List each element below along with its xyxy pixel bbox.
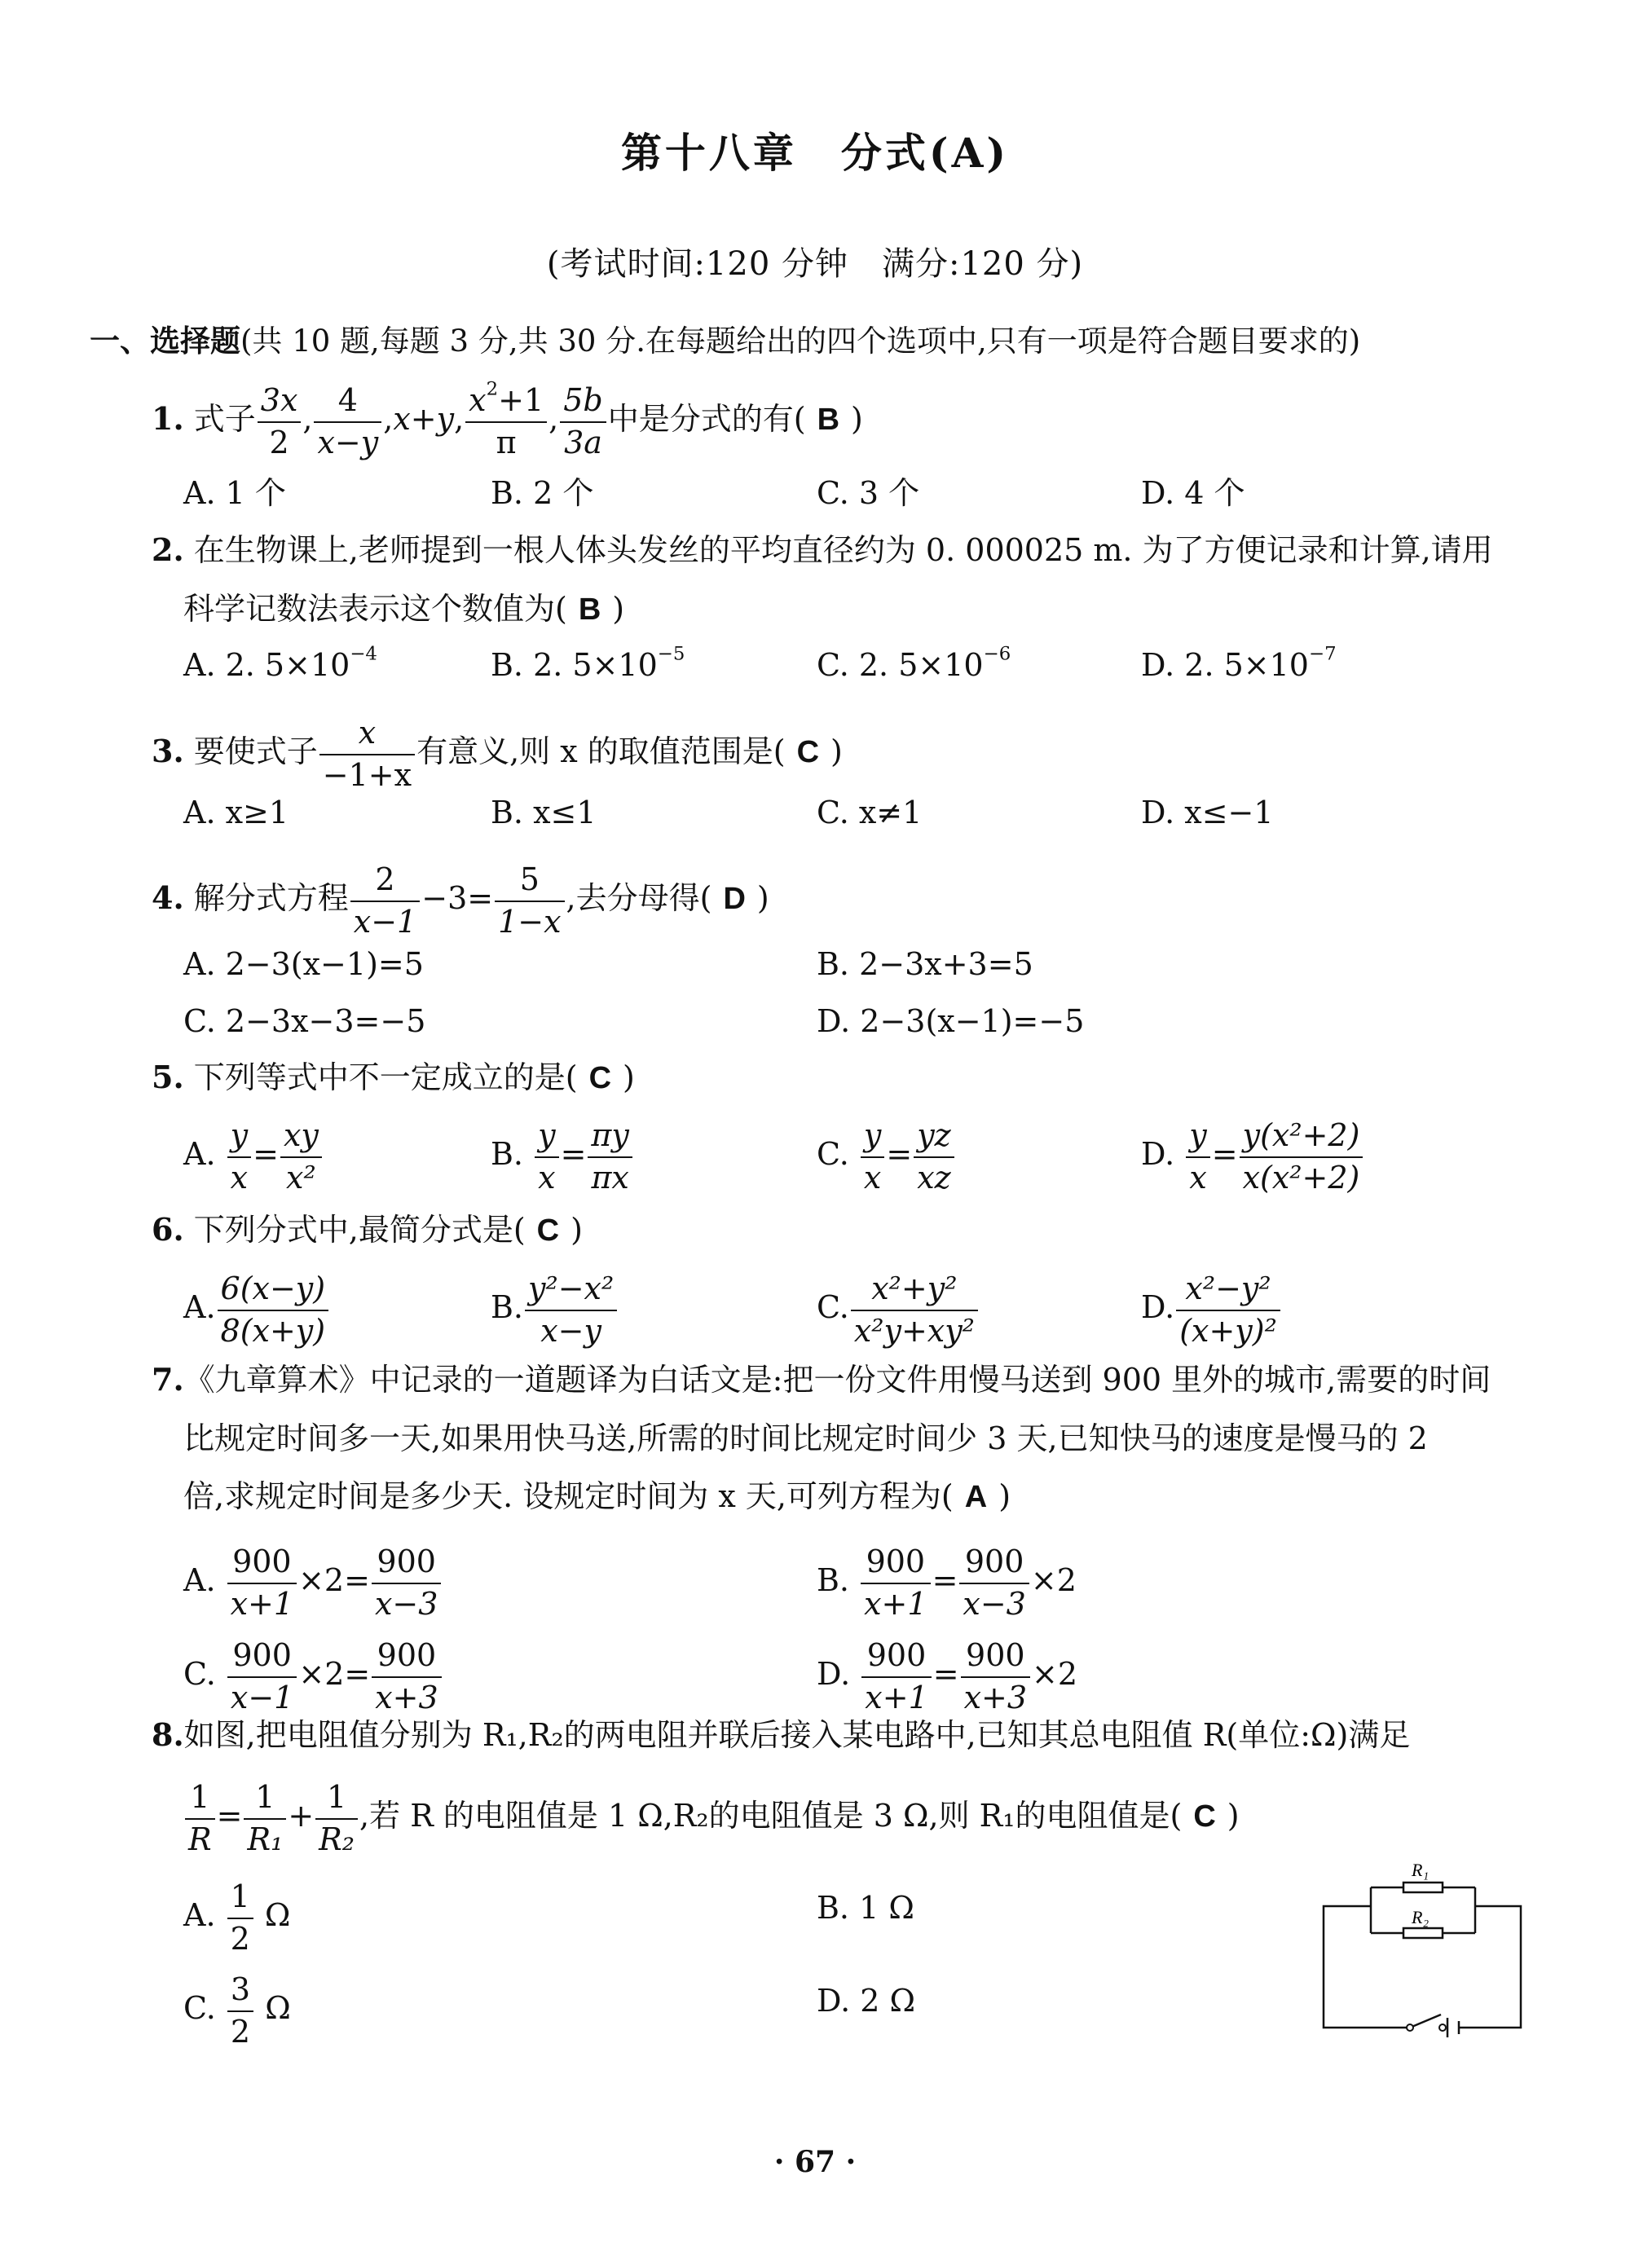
answer: B bbox=[817, 403, 840, 438]
label-r2: R₂ bbox=[1412, 1907, 1430, 1927]
q3-option-c: C. x≠1 bbox=[817, 795, 923, 830]
question-number: 6. bbox=[152, 1211, 184, 1248]
question-6: 6. 下列分式中,最简分式是( C ) bbox=[152, 1211, 583, 1248]
question-5: 5. 下列等式中不一定成立的是( C ) bbox=[152, 1059, 635, 1095]
circuit-diagram bbox=[1312, 1850, 1532, 2037]
question-number: 5. bbox=[152, 1059, 184, 1095]
q1-fraction-4: $\frac{5b}{3a}$ bbox=[560, 383, 606, 460]
label-r1: R₁ bbox=[1412, 1860, 1430, 1880]
q2-option-a: A. 2. $5\times 10^{-4}$ bbox=[183, 643, 377, 683]
paren: ) bbox=[612, 591, 625, 627]
q6-option-a: A. $\frac{6(x-y)}{8(x+y)}$ bbox=[183, 1271, 330, 1349]
q1-lead: 式子 bbox=[193, 401, 256, 438]
question-1: 1. 式子 $\frac{3x}{2}$ , $\frac{4}{x-y}$ ,x+y, $\frac{x^2+1}{\pi}$ , $\frac{5b}{3a}$ 中是分式的有( B ) bbox=[152, 378, 863, 460]
question-number: 2. bbox=[152, 531, 184, 568]
q3-fraction: $\frac{x}{-1+x}$ bbox=[319, 716, 415, 793]
answer: C bbox=[1193, 1799, 1216, 1834]
q7-line-3: 倍,求规定时间是多少天. 设规定时间为 x 天,可列方程为( A ) bbox=[183, 1478, 1011, 1514]
resistor-r2 bbox=[1403, 1928, 1443, 1938]
q1-fraction-1: $\frac{3x}{2}$ bbox=[258, 383, 302, 460]
question-3: 3. 要使式子 $\frac{x}{-1+x}$ 有意义,则 x 的取值范围是( C ) bbox=[152, 715, 843, 793]
q7-option-c: C. $\frac{900}{x-1}$ ×2= $\frac{900}{x+3}$ bbox=[183, 1638, 443, 1715]
page-number: · 67 · bbox=[773, 2145, 857, 2179]
exam-info: (考试时间:120 分钟 满分:120 分) bbox=[546, 245, 1084, 283]
q7-option-b: B. $\frac{900}{x+1}$ = $\frac{900}{x-3}$ ×2 bbox=[817, 1544, 1077, 1622]
q2-line-2-wrap bbox=[183, 593, 624, 625]
q8-option-c: C. $\frac{3}{2}$ Ω bbox=[183, 1971, 291, 2050]
q7-line-2: 比规定时间多一天,如果用快马送,所需的时间比规定时间少 3 天,已知快马的速度是慢马的 2 bbox=[183, 1420, 1428, 1456]
q4-fraction-1: $\frac{2}{x-1}$ bbox=[350, 862, 420, 940]
q5-option-b: B. $\frac{y}{x}$ = $\frac{\pi y}{\pi x}$ bbox=[491, 1118, 634, 1196]
q2-line-1: 在生物课上,老师提到一根人体头发丝的平均直径约为 0. 000025 m. 为了方便记录和计算,请用 bbox=[193, 532, 1493, 568]
paren: ) bbox=[851, 401, 863, 438]
q3-option-a: A. x≥1 bbox=[183, 795, 289, 830]
q2-option-d: D. 2. $5\times 10^{-7}$ bbox=[1141, 643, 1337, 683]
chapter-title: 第十八章 分式(A) bbox=[620, 129, 1010, 177]
question-number: 7. bbox=[152, 1361, 184, 1398]
answer: D bbox=[723, 882, 746, 917]
q5-option-c: C. $\frac{y}{x}$ = $\frac{yz}{xz}$ bbox=[817, 1118, 956, 1196]
question-number: 3. bbox=[152, 733, 184, 770]
switch-icon bbox=[1410, 2015, 1441, 2028]
section-header bbox=[90, 323, 1361, 359]
q1-tail: 中是分式的有( bbox=[607, 401, 806, 438]
q5-option-a: A. $\frac{y}{x}$ = $\frac{xy}{\text{x²}}$ bbox=[183, 1118, 324, 1196]
q4-option-b: B. 2−3x+3=5 bbox=[817, 946, 1033, 982]
q3-option-d: D. x≤−1 bbox=[1141, 795, 1274, 830]
q7-option-d: D. $\frac{900}{x+1}$ = $\frac{900}{x+3}$ ×2 bbox=[817, 1637, 1078, 1715]
answer: C bbox=[536, 1213, 560, 1248]
answer: A bbox=[964, 1480, 988, 1514]
section-label: 一、选择题 bbox=[90, 323, 240, 359]
q4-fraction-2: $\frac{5}{1-x}$ bbox=[495, 862, 564, 940]
circuit-wire-right bbox=[1459, 1906, 1521, 2028]
q7-option-a: A. $\frac{900}{x+1}$ ×2= $\frac{900}{x-3}$ bbox=[183, 1544, 443, 1622]
q1-fraction-2: $\frac{4}{x-y}$ bbox=[314, 383, 381, 460]
q8-option-b: B. 1 Ω bbox=[817, 1890, 914, 1926]
question-number: 8. bbox=[152, 1716, 184, 1753]
q1-option-b: B. 2 个 bbox=[491, 475, 594, 511]
q1-option-c: C. 3 个 bbox=[817, 475, 920, 511]
q1-expression: x+y bbox=[393, 401, 455, 438]
q6-option-d: D. $\frac{\text{x²−y²}}{\text{(x+y)²}}$ bbox=[1141, 1271, 1282, 1349]
q1-fraction-3: $\frac{x^2+1}{\pi}$ bbox=[465, 383, 547, 460]
answer: C bbox=[588, 1061, 612, 1095]
resistor-r1 bbox=[1403, 1883, 1443, 1892]
q4-option-d: D. 2−3(x−1)=−5 bbox=[817, 1003, 1085, 1039]
q1-option-a: A. 1 个 bbox=[183, 475, 286, 511]
q5-option-d: D. $\frac{y}{x}$ = $\frac{\text{y(x²+2)}}{\text{x(x²+2)}}$ bbox=[1141, 1118, 1364, 1196]
question-7 bbox=[152, 1361, 1491, 1398]
answer: B bbox=[578, 592, 601, 627]
q2-option-b: B. 2. $5\times 10^{-5}$ bbox=[491, 643, 685, 683]
q8-option-d: D. 2 Ω bbox=[817, 1983, 916, 2019]
section-note: (共 10 题,每题 3 分,共 30 分.在每题给出的四个选项中,只有一项是符合题目要求的) bbox=[240, 324, 1361, 359]
answer: C bbox=[796, 735, 820, 770]
q3-option-b: B. x≤1 bbox=[491, 795, 597, 830]
question-number: 1. bbox=[152, 400, 184, 438]
question-number: 4. bbox=[152, 879, 184, 917]
circuit-wire-left bbox=[1324, 1906, 1410, 2028]
q4-option-c: C. 2−3x−3=−5 bbox=[183, 1003, 426, 1039]
q6-option-c: C. $\frac{\text{x²+y²}}{\text{x²y+xy²}}$ bbox=[817, 1271, 980, 1349]
q8-option-a: A. $\frac{1}{2}$ Ω bbox=[183, 1878, 291, 1957]
q7-line-1: 《九章算术》中记录的一道题译为白话文是:把一份文件用慢马送到 900 里外的城市,需要的时间 bbox=[183, 1362, 1491, 1398]
q8-line-1: 如图,把电阻值分别为 R₁,R₂的两电阻并联后接入某电路中,已知其总电阻值 R(单位:Ω)满足 bbox=[183, 1717, 1411, 1753]
question-4: 4. 解分式方程 $\frac{2}{x-1}$ −3= $\frac{5}{1-x}$ ,去分母得( D ) bbox=[152, 861, 769, 940]
q6-option-b: B. $\frac{\text{y²−x²}}{x-y}$ bbox=[491, 1271, 619, 1349]
question-2 bbox=[152, 531, 1493, 568]
q2-line-2: 科学记数法表示这个数值为( bbox=[183, 591, 567, 627]
q4-option-a: A. 2−3(x−1)=5 bbox=[183, 946, 424, 982]
q1-option-d: D. 4 个 bbox=[1141, 475, 1245, 511]
q2-option-c: C. 2. $5\times 10^{-6}$ bbox=[817, 643, 1011, 683]
q8-line-2: $\frac{1}{R}$ = $\frac{1}{\text{R₁}}$ + $\frac{1}{\text{R₂}}$ ,若 R 的电阻值是 1 Ω,R₂的电阻值是 3 Ω,则 R₁的电阻值是( C ) bbox=[183, 1780, 1240, 1857]
question-8 bbox=[152, 1716, 1411, 1753]
